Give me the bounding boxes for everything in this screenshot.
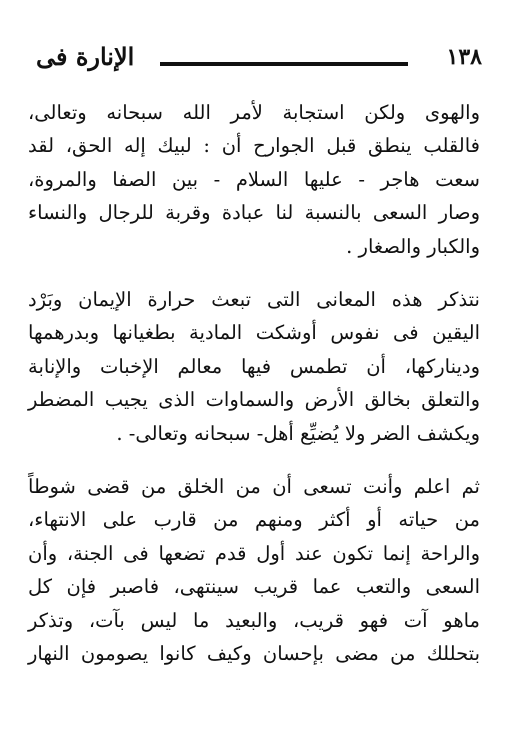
page-number: ١٣٨ [446,44,482,70]
text-line: نتذكر هذه المعانى التى تبعث حرارة الإيمان وبَرْد [28,288,480,312]
text-line: فالقلب ينطق قبل الجوارح أن : لبيك إله الحق، لقد [28,134,480,158]
text-line: ويكشف الضر ولا يُضيِّع أهل- سبحانه وتعالى- . [116,421,480,445]
text-line: بتحللك من مضى بإحسان وكيف كانوا يصومون النهار [28,642,480,666]
text-line: والتعلق بخالق الأرض والسماوات الذى يجيب المضطر [28,388,480,412]
text-line: والكبار والصغار . [346,234,480,258]
text-line: اليقين فى نفوس أوشكت المادية بطغيانها وبدرهمها [28,321,480,345]
paragraph [28,96,480,263]
text-line: السعى والتعب عما قريب سينتهى، فاصبر فإن كل [28,575,480,599]
text-line: وصار السعى بالنسبة لنا عبادة وقربة للرجال والنساء [28,201,480,225]
text-line: ثم اعلم وأنت تسعى أن من الخلق من قضى شوطاً [28,475,480,499]
paragraph [28,470,480,670]
page-header [36,42,482,82]
text-line: والراحة إنما تكون عند أول قدم تضعها فى الجنة، وأن [28,541,480,565]
paragraph [28,283,480,450]
text-line: سعت هاجر - عليها السلام - بين الصفا والمروة، [28,167,480,191]
text-line: ماهو آت فهو قريب، والبعيد ما ليس بآت، وتذكر [28,608,480,632]
text-line: من حياته أو أكثر ومنهم من قارب على الانتهاء، [28,508,480,532]
text-line: وديناركها، أن تطمس فيها معالم الإخبات والإنابة [28,354,480,378]
running-title: الإنارة فى [36,42,135,71]
body-text [28,96,480,671]
header-rule [160,62,408,66]
text-line: والهوى ولكن استجابة لأمر الله سبحانه وتعالى، [28,101,480,124]
